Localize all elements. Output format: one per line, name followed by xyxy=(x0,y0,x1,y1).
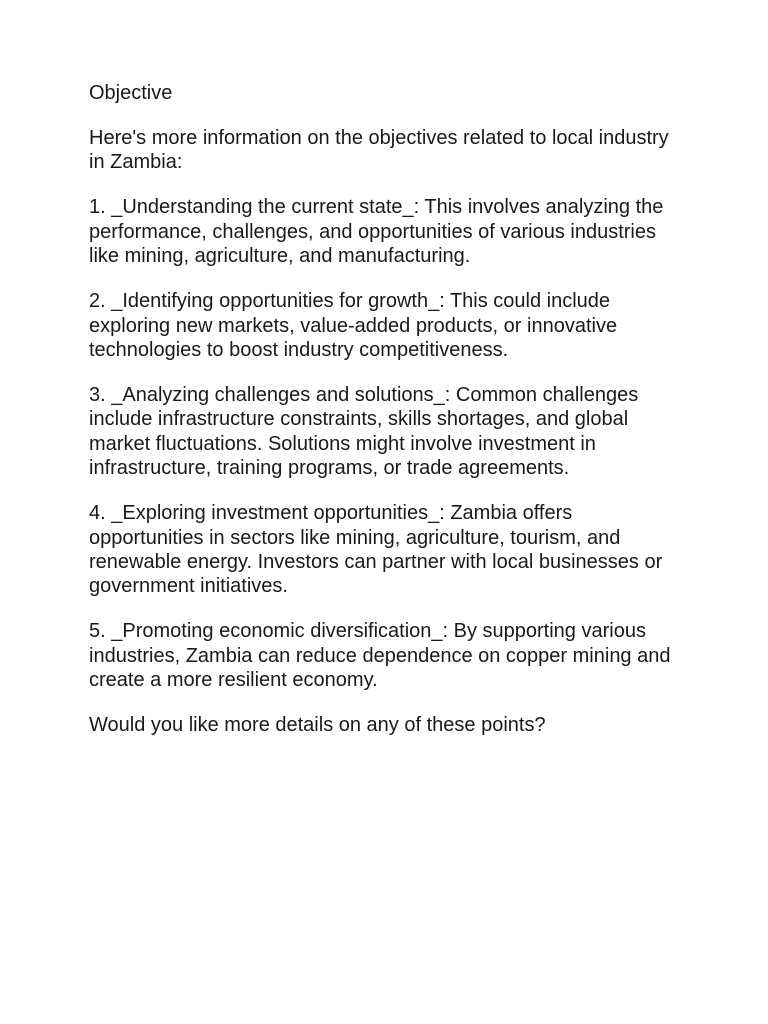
document-page xyxy=(89,81,689,758)
intro-paragraph: Here's more information on the objectives related to local industry in Zambia: xyxy=(89,127,669,174)
point-3: 3. _Analyzing challenges and solutions_: Common challenges include infrastructure constraints, skills shortages, and global market fluctuations. Solutions might involve investment in infrastructure, training programs, or trade agreements. xyxy=(89,384,639,480)
point-5: 5. _Promoting economic diversification_: By supporting various industries, Zambia can reduce dependence on copper mining and create a more resilient economy. xyxy=(89,620,671,692)
document-heading: Objective xyxy=(89,82,173,104)
point-2: 2. _Identifying opportunities for growth_: This could include exploring new markets, value-added products, or innovative technologies to boost industry competitiveness. xyxy=(89,290,618,362)
point-4: 4. _Exploring investment opportunities_: Zambia offers opportunities in sectors like mining, agriculture, tourism, and renewable energy. Investors can partner with local businesses or government initiatives. xyxy=(89,502,663,598)
point-1: 1. _Understanding the current state_: This involves analyzing the performance, challenges, and opportunities of various industries like mining, agriculture, and manufacturing. xyxy=(89,196,664,268)
closing-paragraph: Would you like more details on any of these points? xyxy=(89,714,546,737)
